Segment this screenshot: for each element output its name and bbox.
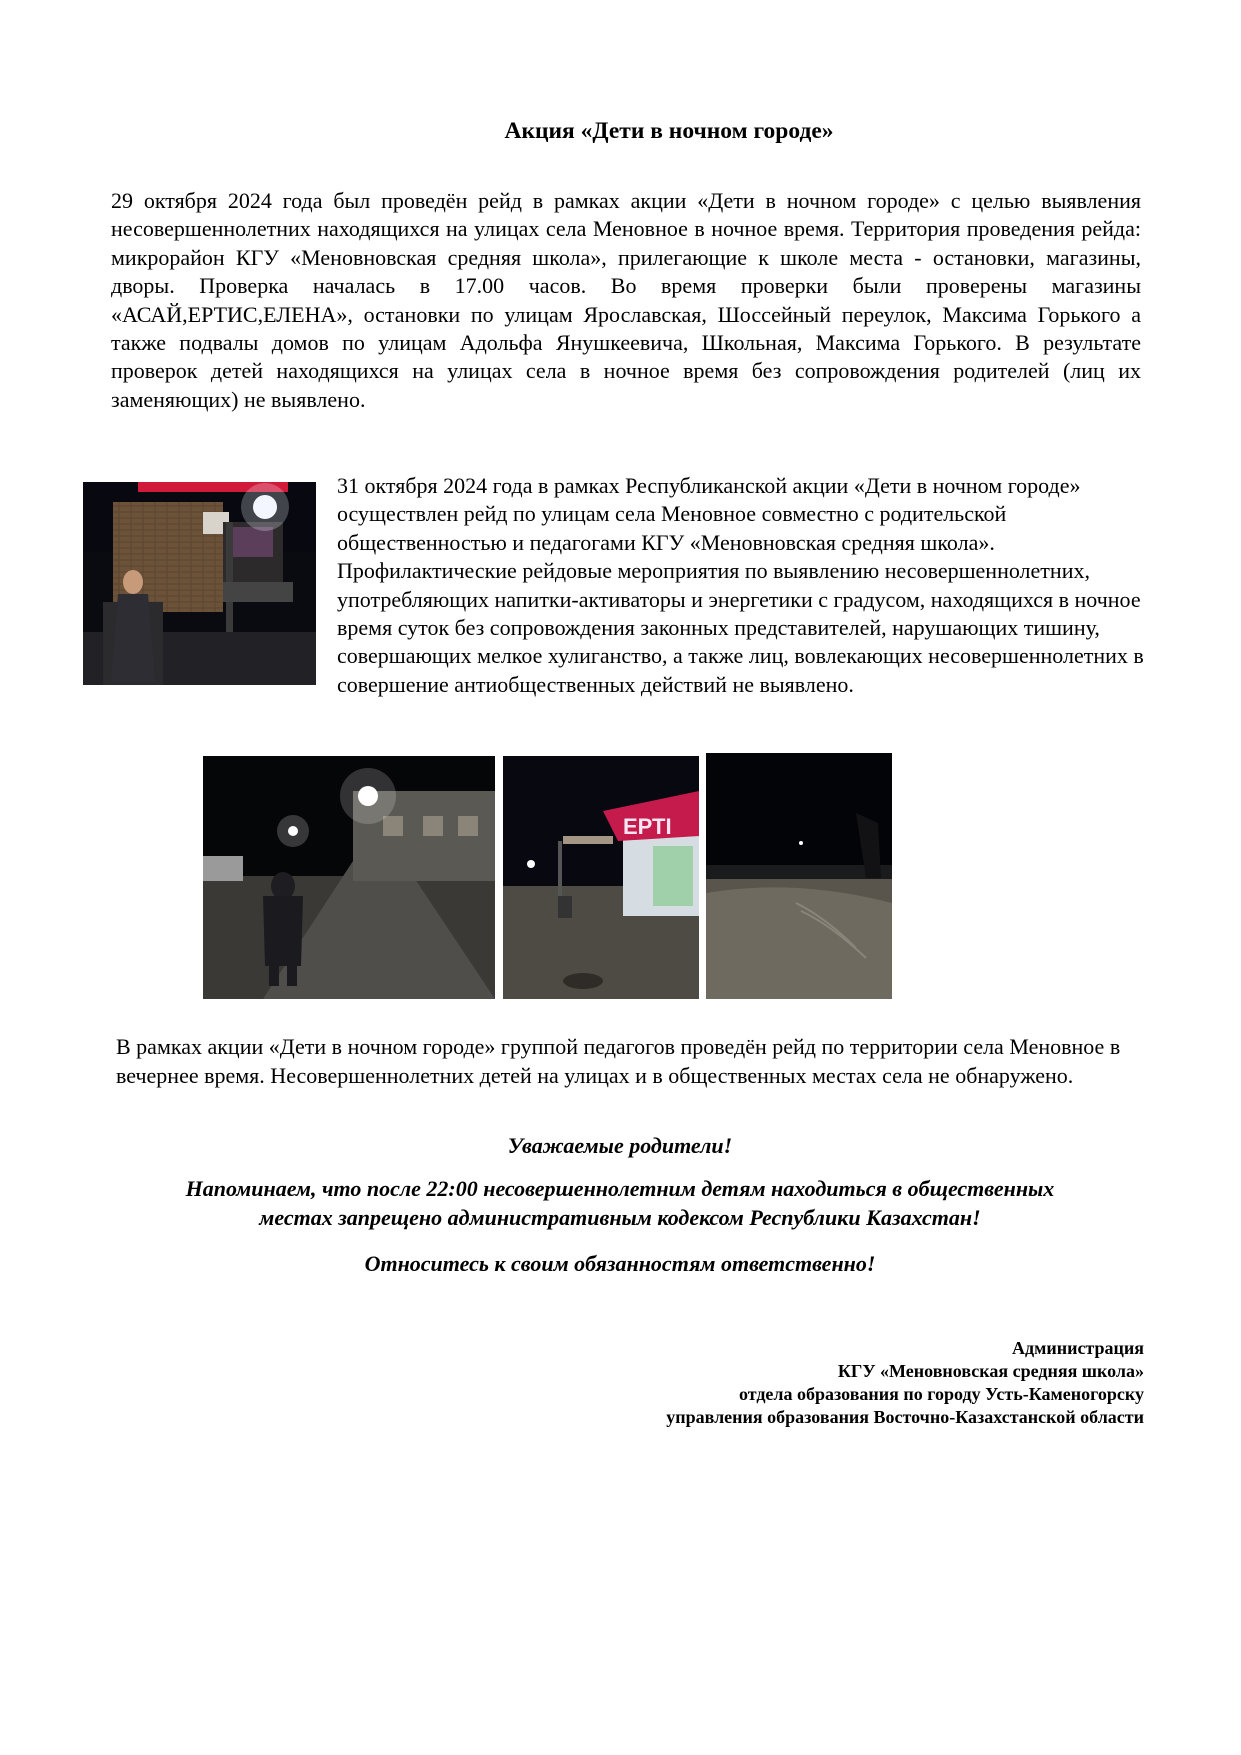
appeal-reminder-line-2: местах запрещено административным кодексом Республики Казахстан! xyxy=(259,1205,981,1230)
appeal-greeting: Уважаемые родители! xyxy=(507,1133,733,1158)
signature-block xyxy=(666,1337,1144,1429)
photo-street-night xyxy=(203,756,495,999)
paragraph-raid-oct-29: 29 октября 2024 года был проведён рейд в рамках акции «Дети в ночном городе» с целью выявления несовершеннолетних находящихся на улицах села Меновное в ночное время. Территория проведения рейда: микрорайон КГУ «Меновновская средняя школа», прилегающие к школе места - остановки, магазины, дворы. Проверка началась в 17.00 часов. Во время проверки были проверены магазины «АСАЙ,ЕРТИС,ЕЛЕНА», остановки по улицам Ярославская, Шоссейный переулок, Максима Горького а также подвалы домов по улицам Адольфа Янушкеевича, Школьная, Максима Горького. В результате проверок детей находящихся на улицах села в ночное время без сопровождения родителей (лиц их заменяющих) не выявлено. xyxy=(111,188,1141,412)
photo-woman-near-shop xyxy=(83,482,316,685)
photo-dirt-road xyxy=(706,753,892,999)
appeal-closing: Относитесь к своим обязанностям ответственно! xyxy=(364,1251,876,1276)
appeal-reminder xyxy=(110,1174,1130,1232)
shop-sign-label: ЕРТІ xyxy=(623,814,672,839)
signature-line-1: Администрация xyxy=(1011,1338,1144,1358)
document-title: Акция «Дети в ночном городе» xyxy=(504,118,834,144)
signature-line-4: управления образования Восточно-Казахстанской области xyxy=(666,1407,1144,1427)
paragraph-raid-oct-31: 31 октября 2024 года в рамках Республиканской акции «Дети в ночном городе» осуществлен рейд по улицам села Меновное совместно с родительской общественностью и педагогами КГУ «Меновновская средняя школа». Профилактические рейдовые мероприятия по выявлению несовершеннолетних, употребляющих напитки-активаторы и энергетики с градусом, находящихся в ночное время суток без сопровождения законных представителей, нарушающих тишину, совершающих мелкое хулиганство, а также лиц, вовлекающих несовершеннолетних в совершение антиобщественных действий не выявлено. xyxy=(337,473,1144,697)
photo-shop-ertis xyxy=(503,756,699,999)
signature-line-2: КГУ «Меновновская средняя школа» xyxy=(837,1361,1144,1381)
signature-line-3: отдела образования по городу Усть-Каменогорску xyxy=(738,1384,1144,1404)
paragraph-evening-raid: В рамках акции «Дети в ночном городе» группой педагогов проведён рейд по территории села Меновное в вечернее время. Несовершеннолетних детей на улицах и в общественных местах села не обнаружено. xyxy=(116,1034,1121,1088)
appeal-reminder-line-1: Напоминаем, что после 22:00 несовершеннолетним детям находиться в общественных xyxy=(185,1176,1055,1201)
